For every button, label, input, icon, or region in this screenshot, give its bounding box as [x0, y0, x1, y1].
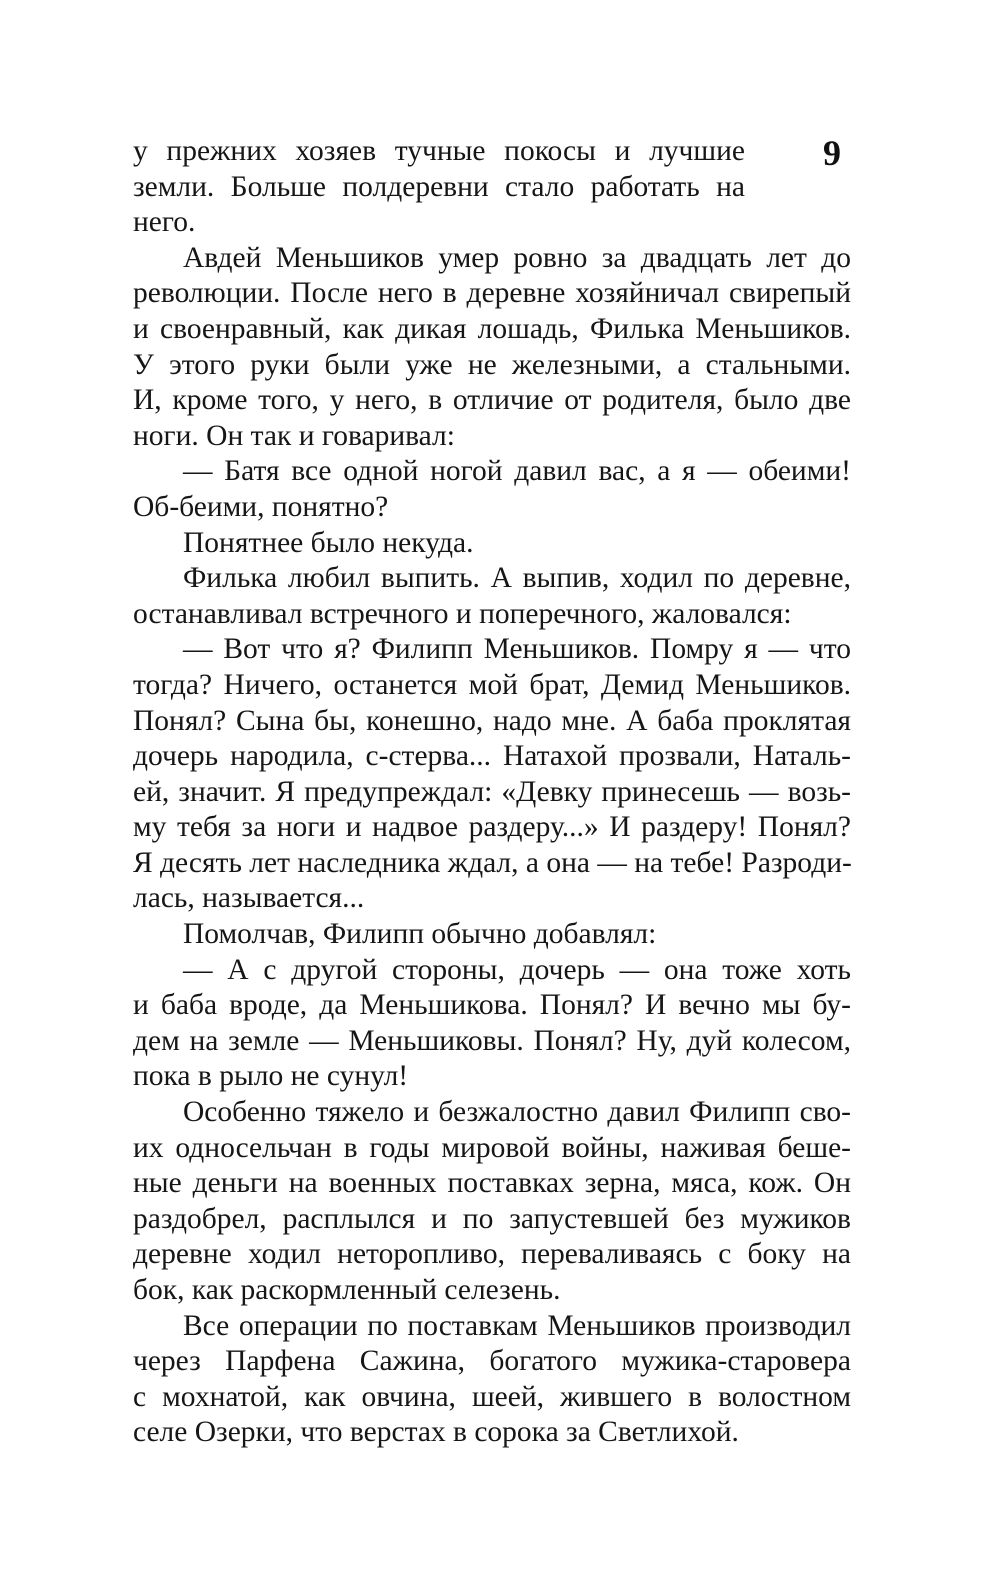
- text-line: деревне ходил неторопливо, переваливаясь с боку на: [133, 1238, 851, 1271]
- text-line: и баба вроде, да Меньшикова. Понял? И вечно мы бу-: [133, 989, 851, 1022]
- text-line: тогда? Ничего, останется мой брат, Демид Меньшиков.: [133, 668, 851, 701]
- text-line: останавливал встречного и поперечного, жаловался:: [133, 597, 792, 630]
- text-line: Авдей Меньшиков умер ровно за двадцать лет до: [183, 241, 851, 274]
- text-line: ные деньги на военных поставках зерна, мяса, кож. Он: [133, 1167, 851, 1200]
- text-line: Все операции по поставкам Меньшиков производил: [183, 1309, 851, 1342]
- text-line: и своенравный, как дикая лошадь, Филька Меньшиков.: [133, 312, 851, 345]
- paragraph: [133, 561, 851, 632]
- text-line: Понятнее было некуда.: [183, 526, 474, 559]
- text-line: через Парфена Сажина, богатого мужика-старовера: [133, 1345, 851, 1378]
- text-line: селе Озерки, что верстах в сорока за Светлихой.: [133, 1416, 739, 1449]
- text-line: му тебя за ноги и надвое раздеру...» И раздеру! Понял?: [133, 811, 851, 844]
- paragraph: [133, 953, 851, 1095]
- paragraph: [133, 526, 851, 562]
- text-line: раздобрел, расплылся и по запустевшей без мужиков: [133, 1202, 851, 1235]
- text-line: дочерь народила, с-стерва... Натахой прозвали, Наталь-: [133, 740, 851, 773]
- text-line: И, кроме того, у него, в отличие от родителя, было две: [133, 384, 851, 417]
- text-line: Понял? Сына бы, конешно, надо мне. А баба проклятая: [133, 704, 851, 737]
- text-line: Об-беими, понятно?: [133, 490, 389, 523]
- text-line: у прежних хозяев тучные покосы и лучшие: [133, 135, 745, 167]
- paragraph: [133, 917, 851, 953]
- body-text: [133, 134, 851, 1451]
- text-line: их односельчан в годы мировой войны, наживая беше-: [133, 1131, 851, 1164]
- paragraph: [133, 1095, 851, 1309]
- text-line: бок, как раскормленный селезень.: [133, 1274, 561, 1306]
- paragraph: [133, 632, 851, 917]
- text-line: революции. После него в деревне хозяйничал свирепый: [133, 277, 851, 310]
- text-line: Я десять лет наследника ждал, а она — на тебе! Разроди-: [133, 846, 852, 879]
- text-line: пока в рыло не сунул!: [133, 1060, 409, 1093]
- text-line: него.: [133, 206, 196, 239]
- text-line: Филька любил выпить. А выпив, ходил по деревне,: [183, 562, 851, 595]
- text-line: — Вот что я? Филипп Меньшиков. Помру я — что: [183, 633, 851, 666]
- text-line: ей, значит. Я предупреждал: «Девку принесешь — возь-: [133, 775, 851, 808]
- text-line: ноги. Он так и говаривал:: [133, 419, 455, 452]
- paragraph: [133, 1309, 851, 1451]
- text-line: У этого руки были уже не железными, а стальными.: [133, 348, 851, 381]
- text-line: дем на земле — Меньшиковы. Понял? Ну, дуй колесом,: [133, 1024, 851, 1057]
- paragraph: [133, 454, 851, 525]
- text-line: с мохнатой, как овчина, шеей, жившего в волостном: [133, 1380, 851, 1413]
- paragraph: [133, 134, 851, 241]
- paragraph: [133, 241, 851, 455]
- text-line: — Батя все одной ногой давил вас, а я — обеими!: [183, 455, 851, 488]
- text-line: Особенно тяжело и безжалостно давил Филипп сво-: [183, 1096, 851, 1129]
- text-line: земли. Больше полдеревни стало работать на: [133, 170, 745, 203]
- page-number: 9: [823, 133, 841, 173]
- text-line: Помолчав, Филипп обычно добавлял:: [183, 918, 657, 951]
- text-line: — А с другой стороны, дочерь — она тоже хоть: [183, 953, 851, 986]
- text-line: лась, называется...: [133, 882, 365, 915]
